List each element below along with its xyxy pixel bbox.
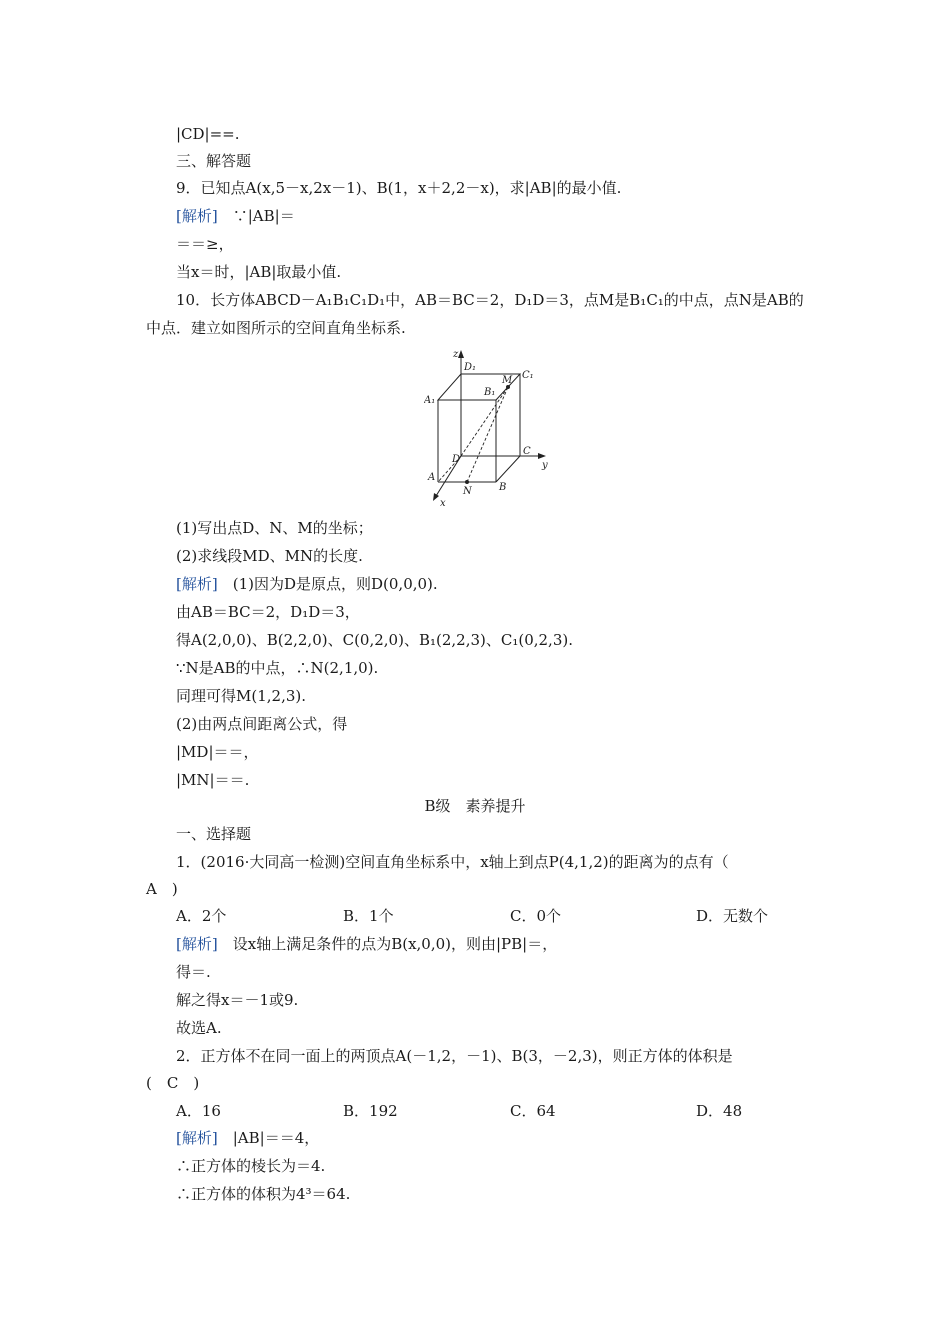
question-1-solution-line-3: 解之得x＝－1或9. bbox=[176, 991, 299, 1009]
question-2-statement-2: ( C ) bbox=[146, 1074, 200, 1092]
edge-BC bbox=[496, 456, 520, 482]
label-y: y bbox=[542, 460, 548, 471]
question-1-option-a: A．2个 bbox=[176, 907, 227, 925]
question-1-option-c: C．0个 bbox=[510, 907, 562, 925]
problem-9-solution-line-1 bbox=[176, 206, 295, 226]
question-1-option-d: D．无数个 bbox=[696, 907, 769, 925]
point-N bbox=[465, 480, 469, 484]
problem-10-part-2: (2)求线段MD、MN的长度. bbox=[176, 547, 363, 565]
cuboid-figure bbox=[424, 348, 564, 510]
question-1-statement-1: 1．(2016·大同高一检测)空间直角坐标系中，x轴上到点P(4,1,2)的距离为的点有（ bbox=[176, 853, 729, 871]
line-cd-length: |CD|==. bbox=[176, 125, 240, 143]
section-heading-answers: 三、解答题 bbox=[176, 152, 252, 170]
problem-10-solution-line-3: 得A(2,0,0)、B(2,2,0)、C(0,2,0)、B₁(2,2,3)、C₁(0,2,3). bbox=[176, 631, 573, 649]
segment-MN bbox=[467, 387, 508, 482]
solution-tag: [解析] bbox=[176, 575, 218, 593]
question-2-solution-line-3: ∴正方体的体积为4³＝64. bbox=[176, 1185, 351, 1203]
label-B: B bbox=[499, 482, 507, 493]
label-C1: C₁ bbox=[522, 370, 534, 381]
problem-10-solution-line-6: (2)由两点间距离公式，得 bbox=[176, 715, 348, 733]
problem-10-part-1: (1)写出点D、N、M的坐标； bbox=[176, 519, 373, 537]
problem-10-statement-2: 中点．建立如图所示的空间直角坐标系. bbox=[146, 319, 406, 337]
question-2-option-c: C．64 bbox=[510, 1102, 556, 1120]
problem-9-statement: 9．已知点A(x,5－x,2x－1)、B(1，x＋2,2－x)，求|AB|的最小值. bbox=[176, 179, 622, 197]
solution-tag: [解析] bbox=[176, 935, 218, 953]
label-D: D bbox=[452, 454, 461, 465]
question-1-solution-line-1 bbox=[176, 934, 557, 954]
solution-text: 设x轴上满足条件的点为B(x,0,0)，则由|PB|＝， bbox=[232, 935, 558, 953]
z-arrow bbox=[458, 350, 464, 358]
label-A1: A₁ bbox=[424, 395, 436, 406]
y-arrow bbox=[538, 453, 546, 459]
problem-10-solution-line-4: ∵N是AB的中点，∴N(2,1,0). bbox=[176, 659, 379, 677]
problem-9-solution-line-3: 当x＝时，|AB|取最小值. bbox=[176, 263, 342, 281]
section-heading-choice: 一、选择题 bbox=[176, 825, 252, 843]
problem-10-statement-1: 10．长方体ABCD－A₁B₁C₁D₁中，AB＝BC＝2，D₁D＝3，点M是B₁C₁的中点，点N是AB的 bbox=[176, 291, 804, 309]
label-N: N bbox=[463, 486, 472, 497]
question-2-option-d: D．48 bbox=[696, 1102, 743, 1120]
question-2-solution-line-1 bbox=[176, 1128, 319, 1148]
solution-text: (1)因为D是原点，则D(0,0,0). bbox=[232, 575, 438, 593]
label-C: C bbox=[523, 446, 531, 457]
section-heading-level-b: B级 素养提升 bbox=[424, 797, 526, 815]
label-A: A bbox=[428, 472, 436, 483]
problem-10-solution-line-5: 同理可得M(1,2,3). bbox=[176, 687, 306, 705]
solution-text: ∵|AB|＝ bbox=[232, 207, 295, 225]
question-1-solution-line-4: 故选A. bbox=[176, 1019, 222, 1037]
solution-tag: [解析] bbox=[176, 1129, 218, 1147]
label-x: x bbox=[440, 498, 446, 509]
label-M: M bbox=[502, 375, 513, 386]
question-1-solution-line-2: 得＝. bbox=[176, 963, 211, 981]
question-2-option-a: A．16 bbox=[176, 1102, 221, 1120]
question-2-option-b: B．192 bbox=[343, 1102, 398, 1120]
x-arrow bbox=[433, 493, 439, 501]
label-z: z bbox=[453, 349, 459, 360]
problem-9-solution-line-2: ＝＝≥， bbox=[176, 235, 234, 253]
problem-10-solution-line-2: 由AB＝BC＝2，D₁D＝3， bbox=[176, 603, 360, 621]
problem-10-solution-line-7: |MD|＝＝， bbox=[176, 743, 259, 761]
label-D1: D₁ bbox=[464, 362, 477, 373]
label-B1: B₁ bbox=[484, 387, 496, 398]
question-2-statement-1: 2．正方体不在同一面上的两顶点A(－1,2，－1)、B(3，－2,3)，则正方体的体积是 bbox=[176, 1047, 733, 1065]
question-2-solution-line-2: ∴正方体的棱长为＝4. bbox=[176, 1157, 326, 1175]
solution-text: |AB|＝＝4， bbox=[232, 1129, 320, 1147]
solution-tag: [解析] bbox=[176, 207, 218, 225]
problem-10-solution-line-1 bbox=[176, 574, 438, 594]
question-1-statement-2: A ) bbox=[146, 880, 178, 898]
problem-10-solution-line-8: |MN|＝＝. bbox=[176, 771, 250, 789]
question-1-option-b: B．1个 bbox=[343, 907, 394, 925]
